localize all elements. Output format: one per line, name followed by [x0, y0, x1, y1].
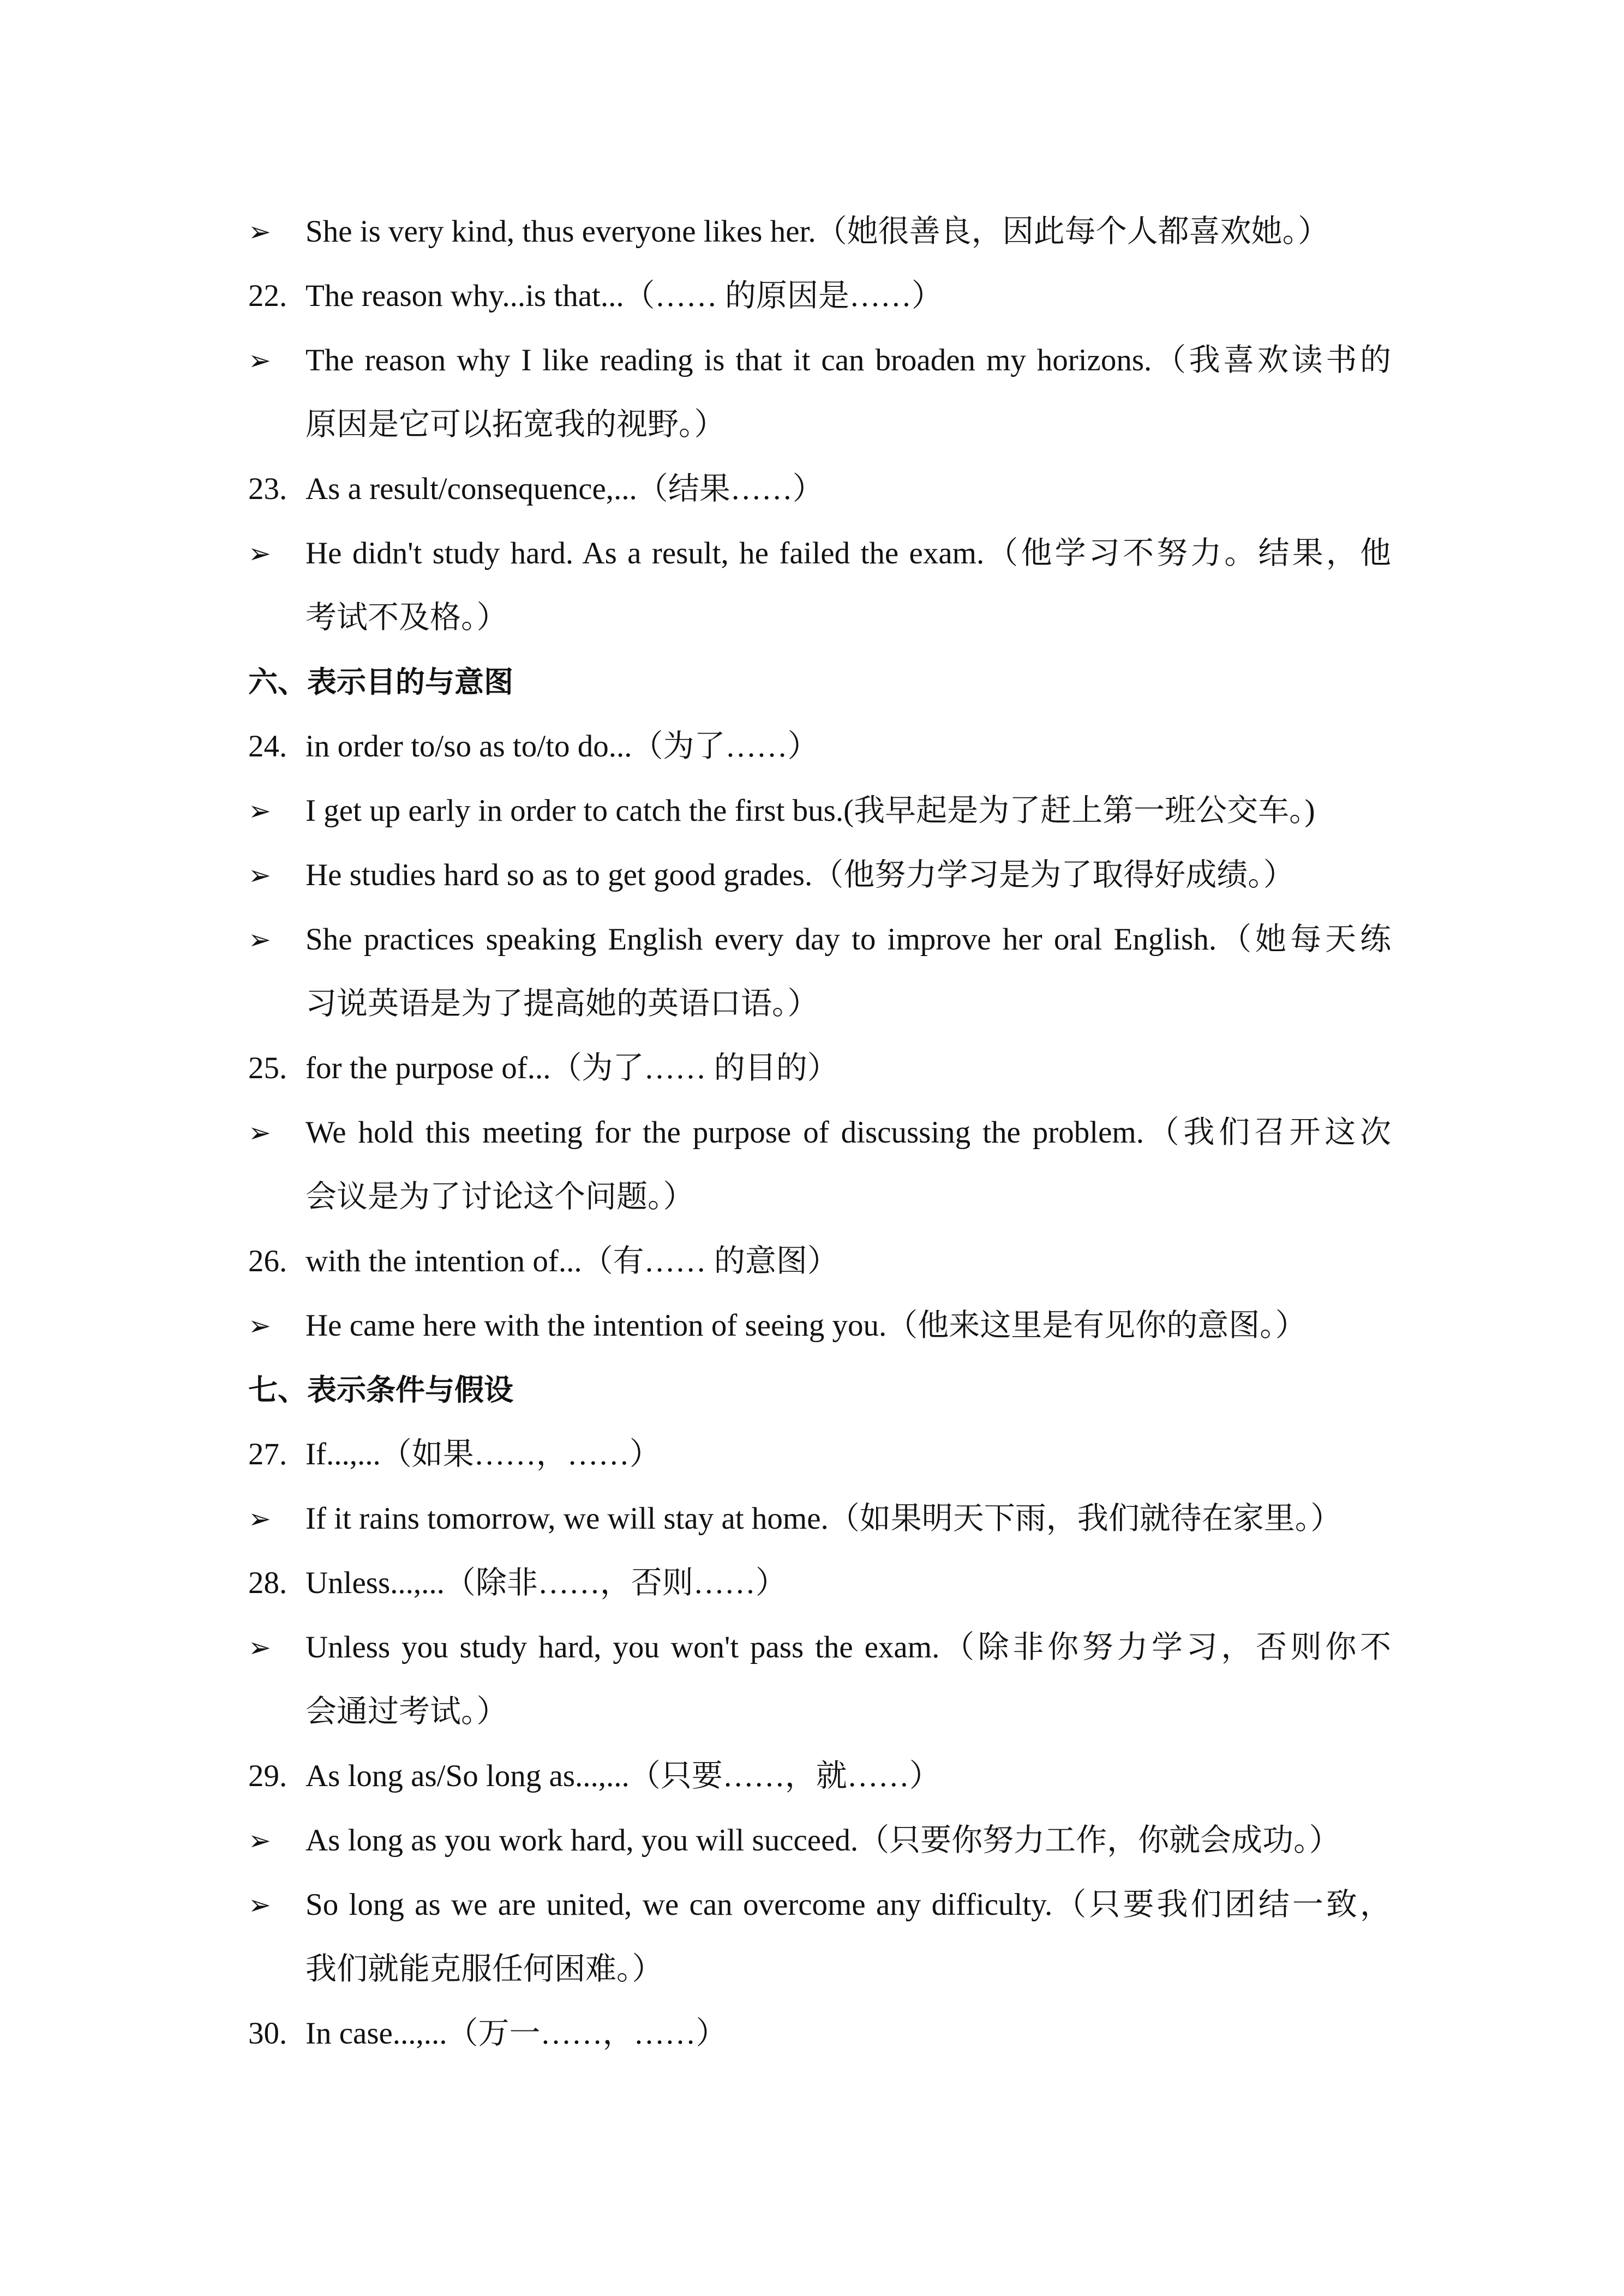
line-text: We hold this meeting for the purpose of discussing the problem.（我们召开这次 — [305, 1115, 1391, 1150]
numbered-item — [248, 264, 1394, 328]
example-continuation — [248, 393, 1394, 457]
line-text: As a result/consequence,...（结果……） — [305, 472, 824, 506]
line-text: 会通过考试。） — [305, 1694, 508, 1729]
example-sentence — [248, 1873, 1394, 1937]
numbered-item — [248, 1229, 1394, 1294]
arrow-bullet-icon: ➢ — [248, 1504, 271, 1534]
line-text: 六、表示目的与意图 — [248, 665, 513, 699]
item-number: 29. — [248, 1759, 287, 1793]
line-text: Unless you study hard, you won't pass the exam.（除非你努力学习，否则你不 — [305, 1630, 1391, 1664]
line-text: As long as you work hard, you will succeed.（只要你努力工作，你就会成功。） — [305, 1823, 1340, 1858]
line-text: If...,...（如果……，……） — [305, 1437, 661, 1471]
line-text: 习说英语是为了提高她的英语口语。） — [305, 987, 819, 1021]
line-text: 会议是为了讨论这个问题。） — [305, 1180, 694, 1214]
arrow-bullet-icon: ➢ — [248, 1890, 271, 1920]
line-text: Unless...,...（除非……，否则……） — [305, 1566, 787, 1600]
line-text: for the purpose of...（为了…… 的目的） — [305, 1051, 838, 1085]
line-text: She practices speaking English every day to improve her oral English.（她每天练 — [305, 922, 1391, 957]
example-sentence — [248, 521, 1394, 586]
arrow-bullet-icon: ➢ — [248, 796, 271, 826]
numbered-item — [248, 457, 1394, 521]
numbered-item — [248, 714, 1394, 779]
section-heading — [248, 1358, 1394, 1422]
arrow-bullet-icon: ➢ — [248, 345, 271, 376]
line-text: 原因是它可以拓宽我的视野。） — [305, 407, 726, 442]
numbered-item — [248, 1551, 1394, 1615]
example-sentence — [248, 1615, 1394, 1680]
document-page — [248, 200, 1394, 2066]
numbered-item — [248, 1422, 1394, 1487]
line-text: I get up early in order to catch the first bus.(我早起是为了赶上第一班公交车。) — [305, 794, 1315, 828]
example-sentence — [248, 1808, 1394, 1873]
example-sentence — [248, 1487, 1394, 1551]
arrow-bullet-icon: ➢ — [248, 217, 271, 247]
line-text: He studies hard so as to get good grades.（他努力学习是为了取得好成绩。） — [305, 858, 1295, 892]
numbered-item — [248, 1744, 1394, 1808]
line-text: He didn't study hard. As a result, he failed the exam.（他学习不努力。结果，他 — [305, 536, 1391, 570]
arrow-bullet-icon: ➢ — [248, 1825, 271, 1856]
example-sentence — [248, 1101, 1394, 1165]
item-number: 28. — [248, 1566, 287, 1600]
example-continuation — [248, 586, 1394, 650]
item-number: 27. — [248, 1437, 287, 1471]
item-number: 30. — [248, 2016, 287, 2051]
line-text: The reason why...is that...（…… 的原因是……） — [305, 279, 943, 313]
arrow-bullet-icon: ➢ — [248, 1311, 271, 1341]
example-continuation — [248, 1165, 1394, 1229]
example-sentence — [248, 328, 1394, 393]
line-text: in order to/so as to/to do...（为了……） — [305, 729, 819, 764]
arrow-bullet-icon: ➢ — [248, 924, 271, 955]
item-number: 24. — [248, 729, 287, 764]
arrow-bullet-icon: ➢ — [248, 1117, 271, 1148]
line-text: with the intention of...（有…… 的意图） — [305, 1244, 838, 1278]
arrow-bullet-icon: ➢ — [248, 860, 271, 891]
example-sentence — [248, 200, 1394, 264]
example-sentence — [248, 907, 1394, 972]
arrow-bullet-icon: ➢ — [248, 1632, 271, 1663]
example-continuation — [248, 1937, 1394, 2002]
example-sentence — [248, 843, 1394, 907]
example-continuation — [248, 1680, 1394, 1744]
line-text: The reason why I like reading is that it can broaden my horizons.（我喜欢读书的 — [305, 343, 1391, 377]
item-number: 22. — [248, 279, 287, 313]
example-sentence — [248, 1294, 1394, 1358]
item-number: 25. — [248, 1051, 287, 1085]
numbered-item — [248, 1036, 1394, 1101]
numbered-item — [248, 2002, 1394, 2066]
item-number: 26. — [248, 1244, 287, 1278]
line-text: In case...,...（万一……，……） — [305, 2016, 727, 2051]
line-text: As long as/So long as...,...（只要……，就……） — [305, 1759, 940, 1793]
item-number: 23. — [248, 472, 287, 506]
line-text: If it rains tomorrow, we will stay at home.（如果明天下雨，我们就待在家里。） — [305, 1501, 1342, 1536]
example-continuation — [248, 972, 1394, 1036]
arrow-bullet-icon: ➢ — [248, 538, 271, 569]
line-text: 七、表示条件与假设 — [248, 1373, 513, 1407]
section-heading — [248, 650, 1394, 714]
line-text: She is very kind, thus everyone likes her.（她很善良，因此每个人都喜欢她。） — [305, 214, 1329, 249]
line-text: 考试不及格。） — [305, 600, 508, 635]
line-text: 我们就能克服任何困难。） — [305, 1952, 663, 1986]
line-text: He came here with the intention of seeing you.（他来这里是有见你的意图。） — [305, 1308, 1307, 1343]
example-sentence — [248, 779, 1394, 843]
line-text: So long as we are united, we can overcome any difficulty.（只要我们团结一致， — [305, 1888, 1391, 1922]
